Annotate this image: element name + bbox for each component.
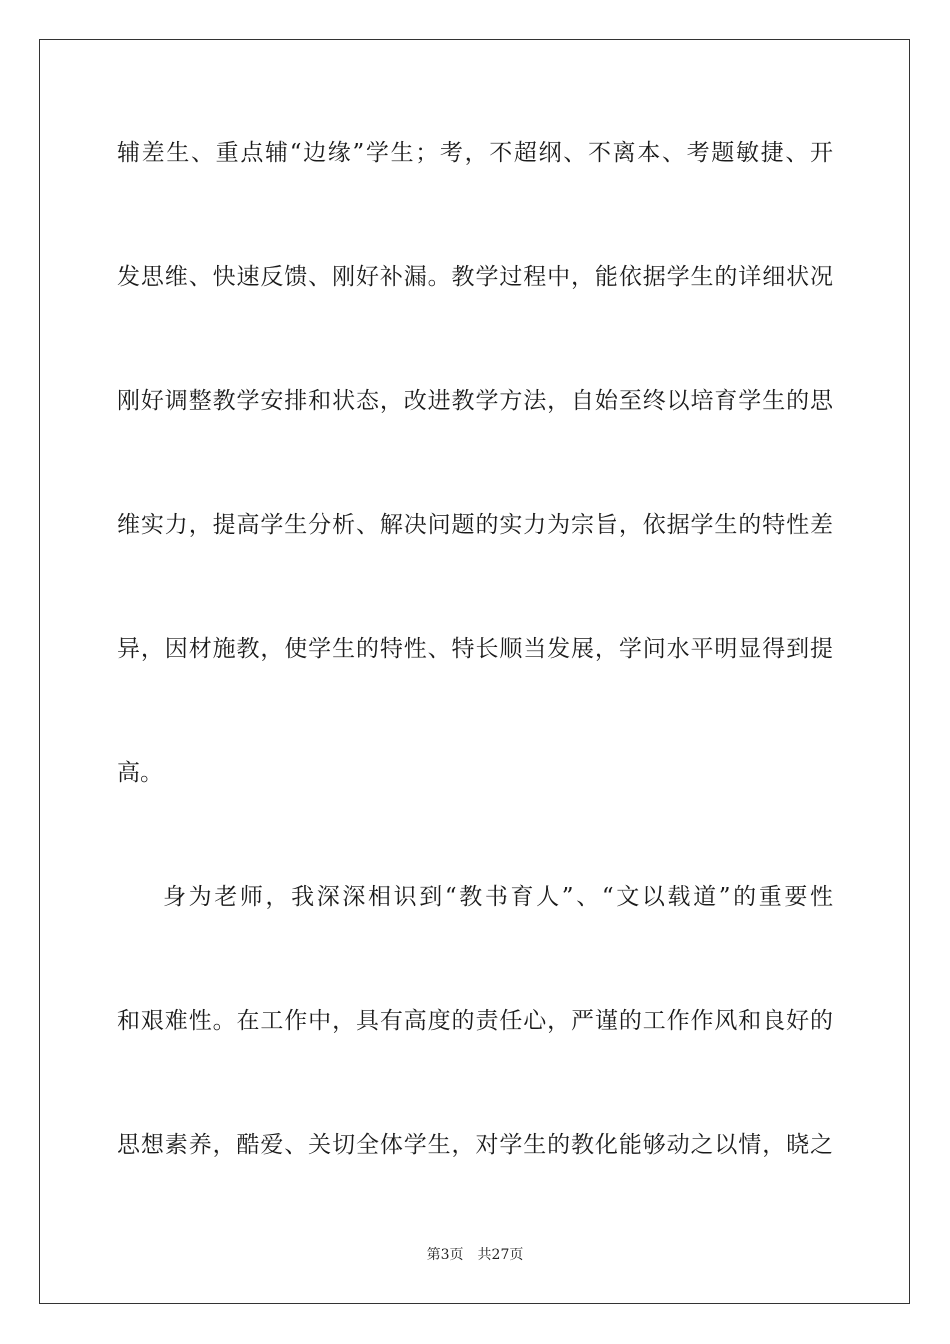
text-line: 辅差生、重点辅“边缘”学生；考，不超纲、不离本、考题敏捷、开 [117,140,833,166]
text-line: 发思维、快速反馈、刚好补漏。教学过程中，能依据学生的详细状况 [117,264,833,290]
page-number: 第3页 [426,1247,464,1263]
text-line: 异，因材施教，使学生的特性、特长顺当发展，学问水平明显得到提 [117,636,833,662]
page-border [39,39,910,1304]
text-line: 和艰难性。在工作中，具有高度的责任心，严谨的工作作风和良好的 [117,1008,833,1034]
text-line: 刚好调整教学安排和状态，改进教学方法，自始至终以培育学生的思 [117,388,833,414]
text-line: 身为老师，我深深相识到“教书育人”、“文以载道”的重要性 [163,884,833,910]
page-total: 共27页 [477,1247,524,1263]
text-line: 高。 [117,760,163,786]
page-footer [0,1246,950,1264]
text-line: 维实力，提高学生分析、解决问题的实力为宗旨，依据学生的特性差 [117,512,833,538]
text-line: 思想素养，酷爱、关切全体学生，对学生的教化能够动之以情，晓之 [117,1132,833,1158]
